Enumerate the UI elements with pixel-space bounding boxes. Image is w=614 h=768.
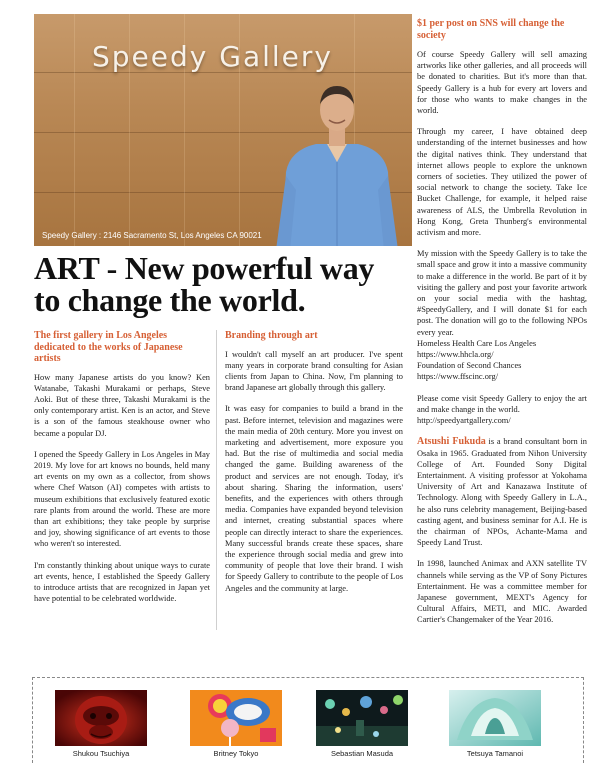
paragraph: Through my career, I have obtained deep understanding of the internet businesses and how the digital natives think. They understand that internet allows people to explore the unknown corners of societies. They utilized the power of social network to change the society. Take Ice Bucket Challenge, for example, it helped raise awareness of ALS, the Umbrella Revolution in Hong Kong, Greta Thunberg's environmental activism and more.: [417, 127, 587, 238]
paragraph: It was easy for companies to build a brand in the past. Before internet, television and magazines were the main media of 20th century. More you invest on marketing and advertisement, more exposure you had. But the rise of multimedia and social media changed the game. Building awareness of the product and services are not enough. Today, it's about sharing. Sharing the information, users' benefits, and the experiences with others through media. Companies have expanded beyond television and internet, creating substantial spaces where people can directly interact to share the experiences. Many successful brands create these spaces, share the experience through social media and grew into community of people that love their brand. I wish for Speedy Gallery to contribute to the people of Los Angeles and the community at large.: [225, 404, 403, 593]
paragraph: My mission with the Speedy Gallery is to take the small space and grow it into a massive community to make a difference in the world. Be part of it by visiting the gallery and post your favorite artwork on your social media with the hashtag, #SpeedyGallery, and I will donate $1 for each post. The donation will go to the following NPOs every year.: [417, 249, 587, 337]
npo-link[interactable]: https://www.hhcla.org/: [417, 350, 494, 360]
gorilla-painting-icon: [55, 690, 147, 746]
page-headline: [34, 252, 414, 316]
hero-caption: Speedy Gallery : 2146 Sacramento St, Los Angeles CA 90021: [42, 231, 262, 240]
author-name: Atsushi Fukuda: [417, 436, 486, 448]
paragraph: In 1998, launched Animax and AXN satellite TV channels while serving as the VP of Sony Pictures Entertainment. He was a committee member for Japanese government, MEXT's Agency for Cultural Affairs, METI, and MIC. Awarded Cartier's Changemaker of the Year 2016.: [417, 559, 587, 625]
paragraph: I wouldn't call myself an art producer. I've spent many years in corporate brand consulting for Asian clients from Japan to China. Now, I'm planning to brand Japanese art globally through this gallery.: [225, 349, 403, 393]
author-bio-text: is a brand consultant born in Osaka in 1965. Graduated from Nihon University College of Art. Founded Sony Digital Entertainment. A visiting professor at Yokohama University of Art and Kanazawa Institute of Technology. Along with Speedy Gallery in L.A., he also runs celebrity management, Beijing-based casting agent, and business seminar for A.I. He is the chairman of NPOs, Achante-Mama and Speedy Land Trust.: [417, 437, 587, 548]
person-figure: [272, 80, 402, 246]
section-heading-branding: Branding through art: [225, 330, 318, 341]
paragraph: Of course Speedy Gallery will sell amazing artworks like other galleries, and all proceeds will be donated to charities. But it's more than that. Speedy Gallery is a hub for every art lovers and for those who wants to make changes in the world.: [417, 50, 587, 116]
column-divider: [216, 330, 217, 630]
artist-caption: Shukou Tsuchiya: [72, 749, 130, 758]
section-heading-first-gallery: The first gallery in Los Angeles dedicated to the works of Japanese artists: [34, 330, 183, 364]
artist-caption: Britney Tokyo: [213, 749, 259, 758]
headline-line-2: to change the world.: [34, 282, 306, 318]
installation-art-icon: [316, 690, 408, 746]
column-branding: [225, 330, 403, 604]
npo-link[interactable]: https://www.ffscinc.org/: [417, 372, 499, 382]
npo-name: Foundation of Second Chances: [417, 361, 522, 371]
artist-caption: Sebastian Masuda: [330, 749, 394, 758]
gallery-sign: Speedy Gallery: [92, 40, 333, 73]
artist-caption: Tetsuya Tamanoi: [466, 749, 524, 758]
sculpture-art-icon: [449, 690, 541, 746]
website-link[interactable]: http://speedyartgallery.com/: [417, 416, 511, 426]
column-first-gallery: [34, 330, 210, 614]
paragraph: I'm constantly thinking about unique ways to curate art events, hence, I established the Speedy Gallery to introduce artists that are recognized in Japan yet have potential to be celebrated worldwide.: [34, 560, 210, 604]
headline-line-1: ART - New powerful way: [34, 250, 375, 286]
column-sns: [417, 18, 587, 636]
paragraph: How many Japanese artists do you know? Ken Watanabe, Takashi Murakami or perhaps, Steve Aoki. But of these three, Takashi Murakami is the only contemporary artist. Ken is an actor, and Steve is a son of the famous steakhouse owner who became a popular DJ.: [34, 372, 210, 438]
paragraph: Please come visit Speedy Gallery to enjoy the art and make change in the world.: [417, 393, 587, 414]
npo-name: Homeless Health Care Los Angeles: [417, 338, 537, 348]
paragraph: I opened the Speedy Gallery in Los Angeles in May 2019. My love for art knows no bounds, held many art events on my own as a collector, from shows where Chef Watson (AI) competes with artists to museum exhibitions that exclusively featured exotic rare plants from around the world. These are more than art exhibitions; they take people by surprise and joy, showing significance of art events to those who weren't so interested.: [34, 449, 210, 549]
hero-photo: [34, 14, 412, 246]
section-heading-sns: $1 per post on SNS will change the society: [417, 18, 565, 41]
author-bio: [417, 436, 587, 548]
lollipop-art-icon: [190, 690, 282, 746]
